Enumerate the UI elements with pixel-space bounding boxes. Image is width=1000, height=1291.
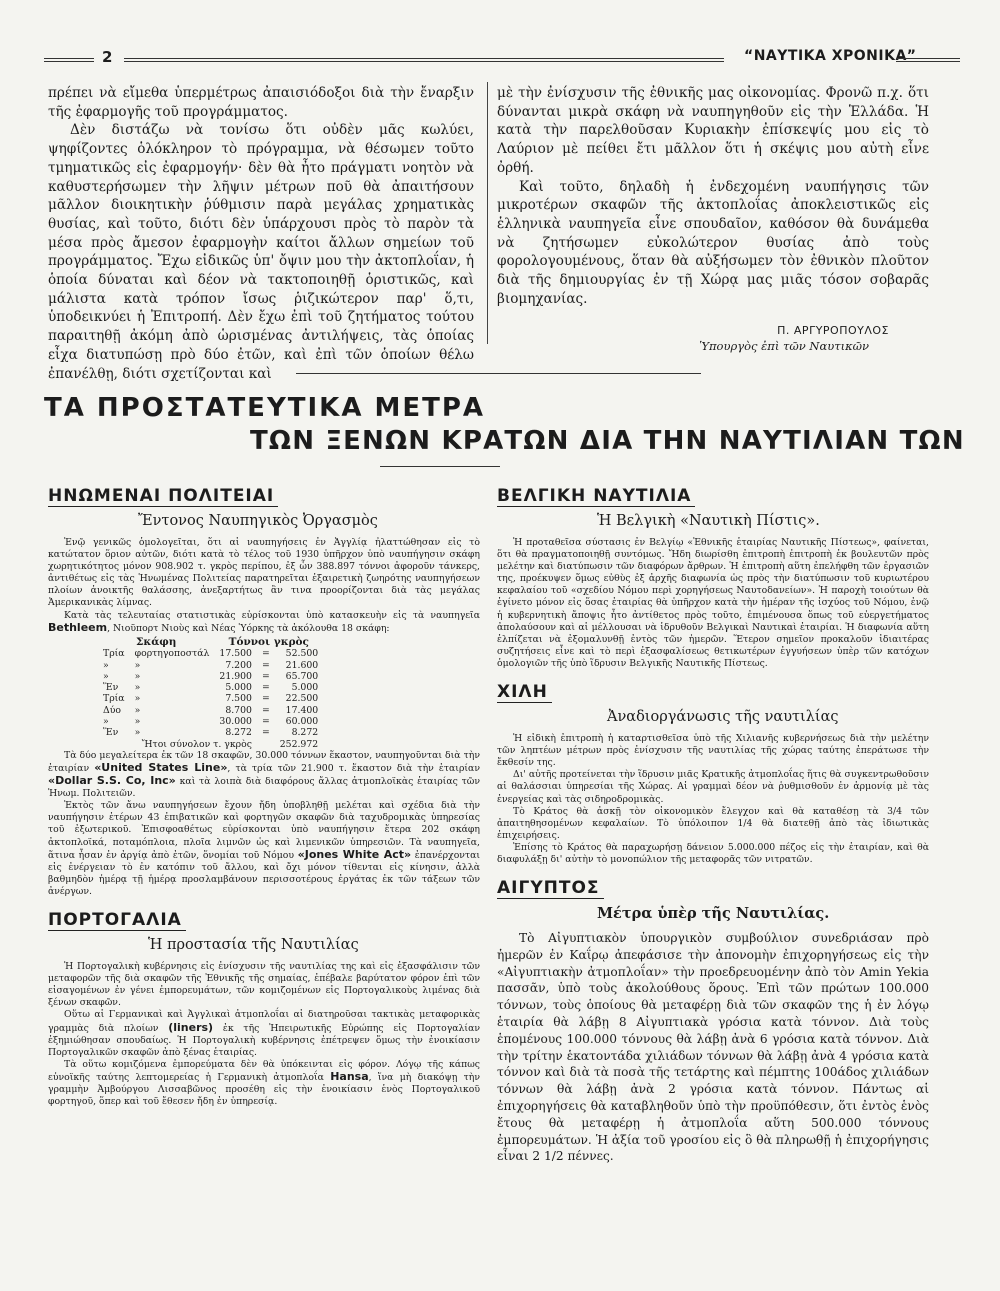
tons-per-ship: 7.500 <box>225 693 252 705</box>
signature-title: Ὑπουργὸς ἐπὶ τῶν Ναυτικῶν <box>699 339 869 354</box>
act-name: «Jones White Act» <box>297 847 412 861</box>
ship-count: » <box>103 716 109 728</box>
table-header-row <box>98 636 323 649</box>
intro-paragraph: Δὲν διστάζω νὰ τονίσω ὅτι οὐδὲν μᾶς κωλύει, ψηφίζοντες ὁλόκληρον τὸ πρόγραμμα, νὰ θέσωμεν τοῦτο τμηματικῶς εἰς ἐφαρμογήν· δὲν θὰ ἦτο πράγματι νοητὸν νὰ καθυστερήσωμεν τὴν λῆψιν μέτρων ποῦ θὰ ἀπαιτήσουν μᾶλλον διοικητικὴν ῥύθμισιν παρὰ μεγάλας χρηματικὰς θυσίας, καὶ τοῦτο, διότι δὲν ὑπάρχουσι πρὸς τὸ παρὸν τὰ μέσα πρὸς ἄμεσον ἐφαρμογὴν καίτοι ἄλλων σημείων τοῦ προγράμματος. Ἔχω εἰδικῶς ὑπ' ὄψιν μου τὴν ἀκτοπλοΐαν, ἡ ὁποία δύναται καὶ δέον νὰ τακτοποιηθῇ ὁριστικῶς, καὶ μάλιστα κατὰ τρόπον ἴσως ῥιζικώτερον παρ' ὅ,τι, ὑποδεικνύει ἡ Ἐπιτροπή. Δὲν ἔχω ἐπὶ τοῦ ζητήματος τούτου παραιτηθῇ ἀκόμη ἀπὸ ὡρισμένας ἀντιλήψεις, τὰς ὁποίας εἶχα διατυπώσῃ πρὸ δύο ἐτῶν, καὶ ἐπὶ τῶν ὁποίων θέλω ἐπανέλθῃ, διότι σχετίζονται καὶ <box>48 122 474 382</box>
ship-count: Τρία <box>103 693 125 705</box>
table-row <box>98 660 323 671</box>
left-column <box>48 486 480 1108</box>
tons-per-ship: 8.272 <box>225 727 252 739</box>
section-heading-egypt: ΑΙΓΥΠΤΟΣ <box>497 878 604 899</box>
section-heading-belgium: ΒΕΛΓΙΚΗ ΝΑΥΤΙΛΙΑ <box>497 486 695 507</box>
sum-label: Ἤτοι σύνολον τ. γκρὸς <box>141 738 252 750</box>
equals-sign: = <box>261 648 270 660</box>
usa-paragraph: Ἐνῷ γενικῶς ὁμολογεῖται, ὅτι αἱ ναυπηγήσεις ἐν Ἀγγλίᾳ ἠλαττώθησαν εἰς τὸ κατώτατον ὅριον αὐτῶν, διότι κατὰ τὸ τέλος τοῦ 1930 ὑπῆρχον ὑπὸ ναυπήγησιν σκάφη χωρητικότητος μόνον 908.902 τ. γκρὸς περίπου, ἐξ ὧν 388.897 τόννοι ἀφοροῦν τάνκερς, ἀντιθέτως εἰς τὰς Ἡνωμένας Πολιτείας παρατηρεῖται ἐξαιρετικὴ ζωηρότης ναυπηγήσεων πλοίων ἀνοικτῆς θαλάσσης, ἀνεξαρτήτως ἂν τινα προορίζονται διὰ τὰς μεγάλας Ἀμερικανικὰς λίμνας. <box>48 537 480 609</box>
column-header-tons: Τόννοι γκρὸς <box>228 635 309 648</box>
ship-count: Ἕν <box>103 682 119 694</box>
section-heading-portugal: ΠΟΡΤΟΓΑΛΙΑ <box>48 910 186 931</box>
tons-total: 5.000 <box>291 682 319 694</box>
ship-type: » <box>134 704 141 716</box>
main-title-line-1: ΤΑ ΠΡΟΣΤΑΤΕΥΤΙΚΑ ΜΕΤΡΑ <box>44 393 486 423</box>
table-row <box>98 648 323 659</box>
usa-text: Ἐκτὸς τῶν ἄνω ναυπηγήσεων ἔχουν ἤδη ὑποβληθῇ μελέται καὶ σχέδια διὰ τὴν ναυπήγησιν ἑτέρων 43 ἐπιβατικῶν καὶ φορτηγῶν σκαφῶν διὰ ταχυδρομικὰς ὑπηρεσίας τοῦ ἐξωτερικοῦ. Ἐπισφοαθέτως εὑρίσκονται ὑπὸ ναυπήγησιν ἕτερα 202 σκάφη ἀκτοπλοϊκά, ποταμόπλοια, πλοῖα λιμνῶν ὡς καὶ λιμενικῶν ὑπηρεσιῶν. Τὰ ναυπηγεῖα, ἅτινα ἦσαν ἐν ἀργίᾳ ἀπὸ ἐτῶν, ὅνομίαι τοῦ Νόμου <box>48 800 480 861</box>
section-subheading-egypt: Μέτρα ὑπὲρ τῆς Ναυτιλίας. <box>597 905 830 923</box>
section-subheading-chile: Ἀναδιοργάνωσις τῆς ναυτιλίας <box>607 709 839 726</box>
portugal-text: ἐκ τῆς Ἠπειρωτικῆς Εὐρώπης εἰς Πορτογαλίαν ἐξημιώθησαν σπουδαίως. Ἡ Πορτογαλικὴ κυβέρνησις ἐπέτρεψεν ὅμως τὴν ἐνοικίασιν Πορτογαλικῶν σκαφῶν ἀπὸ ξένας ἑταιρίας. <box>48 1022 481 1058</box>
usa-shipyard-name: Bethleem <box>48 620 108 634</box>
equals-sign: = <box>261 659 270 671</box>
column-header-ships: Σκάφη <box>135 635 177 648</box>
usa-text: καὶ τὰ λοιπὰ διὰ διαφόρους ἄλλας ἀτμοπλοϊκὰς ἑταιρίας τῶν Ἡνωμ. Πολιτειῶν. <box>48 776 480 800</box>
chile-paragraph: Δι' αὐτῆς προτείνεται τὴν ἵδρυσιν μιᾶς Κρατικῆς ἀτμοπλοΐας ἥτις θὰ συγκεντρωθοῦσιν αἱ θαλάσσιαι ὑπηρεσίαι τῆς Χώρας. Αἱ γραμμαὶ δέον νὰ ῥυθμισθοῦν ἐν ἁρμονίᾳ μὲ τὰς ἐνεργείας καὶ τὰς σιδηροδρομικὰς. <box>497 769 929 805</box>
tons-total: 17.400 <box>285 704 319 716</box>
usa-paragraph <box>48 800 480 898</box>
usa-text: , Νιοῦπορτ Νιοὺς καὶ Νέας Ὑόρκης τὰ ἀκόλουθα 18 σκάφη: <box>107 622 390 634</box>
ship-type: » <box>134 727 141 739</box>
company-name: «United States Line» <box>94 761 228 775</box>
table-row <box>98 716 323 727</box>
ship-type: φορτηγοποστάλ <box>134 648 210 660</box>
section-subheading-portugal: Ἡ προστασία τῆς Ναυτιλίας <box>148 937 359 954</box>
tons-total: 52.500 <box>285 648 319 660</box>
section-subheading-usa: Ἔντονος Ναυπηγικὸς Ὀργασμὸς <box>138 513 378 529</box>
ship-type: » <box>134 659 141 671</box>
ships-table <box>98 636 323 750</box>
main-title-line-2: ΤΩΝ ΞΕΝΩΝ ΚΡΑΤΩΝ ΔΙΑ ΤΗΝ ΝΑΥΤΙΛΙΑΝ ΤΩΝ <box>250 426 965 456</box>
equals-sign: = <box>261 727 270 739</box>
ships-table-body <box>98 648 323 738</box>
equals-sign: = <box>261 670 270 682</box>
ship-count: Τρία <box>103 648 125 660</box>
ship-count: » <box>103 659 109 671</box>
sum-spacer <box>257 739 275 750</box>
divider-rule <box>296 373 701 374</box>
belgium-paragraph: Ἡ προταθεῖσα σύστασις ἐν Βελγίῳ «Ἐθνικῆς ἑταιρίας Ναυτικῆς Πίστεως», φαίνεται, ὅτι θὰ πραγματοποιηθῇ συντόμως. Ἤδη διωρίσθη ἐπιτροπὴ ἐπιτροπὴ ἐκ βουλευτῶν πρὸς μελέτην καὶ διατύπωσιν τῶν διαφόρων ἄρθρων. Ἡ ἐπιτροπὴ αὕτη ἐπελήφθη τῶν ἐργασιῶν της, προέκυψεν ὅμως εὐθὺς ἐξ ἀρχῆς διαφωνία ὡς πρὸς τὴν διατύπωσιν τοῦ κυριωτέρου κεφαλαίου τοῦ «σχεδίου Νόμου περὶ χορηγήσεως Ναυτοδανείων». Ἡ παροχὴ τοιούτων θὰ ἐγίνετο μόνον εἰς ὅσας ἑταιρίας θὰ ὑπῆρχον κατὰ τὴν ἡμέραν τῆς ἰσχύος τοῦ Νόμου, ἐνῷ ἡ κυβερνητικὴ ἄποψις ἦτο ἀντίθετος πρὸς τοῦτο, ἐπιμένουσα ὅπως τοῦ εὐεργετήματος ἀπολαύσουν καὶ αἱ μέλλουσαι νὰ ἱδρυθοῦν Βελγικαὶ Ναυτικαὶ ἑταιρίαι. Ἡ διαφωνία αὕτη ἐλπίζεται νὰ ἐξομαλυνθῇ ἐντὸς τῶν ἡμερῶν. Ἕτερον σημεῖον προκαλοῦν ἰδιαιτέρας συζητήσεις εἶνε καὶ τὸ περὶ ἐξασφαλίσεως θετικωτέρων ἐγγυήσεων ὑπὲρ τῶν κατόχων ὁμολογιῶν τῆς ὑπὸ ἵδρυσιν Βελγικῆς Ναυτικῆς Πίστεως. <box>497 537 929 669</box>
tons-per-ship: 7.200 <box>225 659 252 671</box>
portugal-paragraph: Ἡ Πορτογαλικὴ κυβέρνησις εἰς ἐνίσχυσιν τῆς ναυτιλίας της καὶ εἰς ἐξασφάλισιν τῶν μεταφορῶν τῆς διὰ σκαφῶν τῆς Ἐθνικῆς τῆς σημαίας, ἐπέβαλε βαρύτατον φόρον ἐπὶ τῶν εἰσαγομένων ἐν γένει ἐμπορευμάτων, τῶν κομιζομένων εἰς Πορτογαλικοὺς λιμένας διὰ ξένων σκαφῶν. <box>48 961 480 1009</box>
liners-term: (liners) <box>168 1020 214 1034</box>
equals-sign: = <box>261 693 270 705</box>
table-row <box>98 705 323 716</box>
section-spacer <box>497 866 929 878</box>
usa-text: Κατὰ τὰς τελευταίας στατιστικὰς εὑρίσκονται ὑπὸ κατασκευὴν εἰς τὰ ναυπηγεῖα <box>64 609 480 621</box>
sum-value: 252.972 <box>279 738 319 750</box>
usa-text: Τὰ δύο μεγαλείτερα ἐκ τῶν 18 σκαφῶν, 30.000 τόννων ἕκαστον, ναυπηγοῦνται διὰ τὴν ἑταιρίαν <box>48 749 480 775</box>
usa-paragraph <box>48 750 480 800</box>
chile-paragraph: Τὸ Κράτος θὰ ἀσκῇ τὸν οἰκονομικὸν ἔλεγχον καὶ θὰ καταθέσῃ τὰ 3/4 τῶν ἀπαιτηθησομένων κεφαλαίων. Τὸ ὑπόλοιπον 1/4 θὰ διατεθῇ ἀπὸ τὰς ἰδιωτικὰς ἐπιχειρήσεις. <box>497 805 929 841</box>
signature-name: Π. ΑΡΓΥΡΟΠΟΥΛΟΣ <box>777 324 889 338</box>
tons-total: 21.600 <box>285 659 319 671</box>
company-name: «Dollar S.S. Co, Inc» <box>48 774 176 788</box>
table-sum-row <box>98 739 323 750</box>
usa-text: , τὰ τρία τῶν 21.900 τ. ἕκαστον διὰ τὴν ἑταιρίαν <box>227 763 480 775</box>
ship-type: » <box>134 670 141 682</box>
header-rule-right <box>896 58 960 62</box>
right-column <box>497 486 929 1165</box>
intro-paragraph: πρέπει νὰ εἴμεθα ὑπερμέτρως ἀπαισιόδοξοι διὰ τὴν ἔναρξιν τῆς ἐφαρμογῆς τοῦ προγράμματος. <box>48 85 474 120</box>
table-row <box>98 682 323 693</box>
table-row <box>98 693 323 704</box>
intro-right-column <box>497 84 929 353</box>
tons-total: 65.700 <box>285 670 319 682</box>
intro-paragraph: Καὶ τοῦτο, δηλαδὴ ἡ ἐνδεχομένη ναυπήγησις τῶν μικροτέρων σκαφῶν τῆς ἀκτοπλοΐας ἀποκλειστικῶς εἰς ἑλληνικὰ ναυπηγεῖα εἶνε σπουδαῖον, καθόσον θὰ δυνάμεθα νὰ ζητήσωμεν εὐκολώτερον θυσίας ἀπὸ τοὺς φορολογουμένους, ὅταν θὰ αὐξήσωμεν τὸν ἐθνικὸν πλοῦτον διὰ τῆς δημιουργίας ἐν τῇ Χώρᾳ μας μιᾶς τόσον σοβαρᾶς βιομηχανίας. <box>497 178 929 307</box>
tons-per-ship: 17.500 <box>219 648 252 660</box>
table-row <box>98 671 323 682</box>
header-rule-center <box>124 58 724 62</box>
ship-count: » <box>103 670 109 682</box>
section-spacer <box>497 670 929 682</box>
portugal-text: Τὰ οὕτω κομιζόμενα ἐμπορεύματα δὲν θὰ ὑπόκεινται εἰς φόρον. Λόγῳ τῆς κάπως εὐνοϊκῆς ταύτης λεπτομερείας ἡ Γερμανικὴ ἀτμοπλοΐα <box>48 1058 480 1083</box>
equals-sign: = <box>261 716 270 728</box>
intro-left-column <box>48 84 474 383</box>
company-name: Hansa <box>330 1069 369 1083</box>
tons-per-ship: 30.000 <box>219 716 252 728</box>
title-rule <box>380 466 500 467</box>
ship-count: Ἕν <box>103 727 119 739</box>
page-number: 2 <box>102 48 113 66</box>
usa-paragraph <box>48 610 480 635</box>
tons-per-ship: 5.000 <box>225 682 252 694</box>
section-subheading-belgium: Ἡ Βελγικὴ «Ναυτικὴ Πίστις». <box>597 513 820 529</box>
ship-type: » <box>134 682 141 694</box>
portugal-text: , ἵνα μὴ διακόψῃ τὴν γραμμὴν Ἀμβούργου Λισσαβῶνος προσέθη εἰς τὴν ἐνοικίασιν ἑνὸς Πορτογαλικοῦ φορτηγοῦ, ὅπερ καὶ τοῦ ἔθεσεν ἤδη ἐν ὑπηρεσίᾳ. <box>48 1071 480 1108</box>
tons-total: 60.000 <box>285 716 319 728</box>
section-heading-usa: ΗΝΩΜΕΝΑΙ ΠΟΛΙΤΕΙΑΙ <box>48 486 278 507</box>
page-header <box>44 48 960 70</box>
usa-text: ἐπανέρχονται εἰς ἐνέργειαν τὸ ἐν κατόπιν τοῦ ἄλλου, καὶ ὄχι μόνον τίθενται εἰς κίνησιν, ἀλλὰ βαθμηδὸν ἡμέρᾳ τῇ ἡμέρᾳ προσλαμβάνουν περισσοτέρους ἐργάτας ἐκ τῶν τάξεων τῶν ἀνέργων. <box>48 849 481 897</box>
section-heading-chile: ΧΙΛΗ <box>497 682 552 703</box>
table-row <box>98 727 323 738</box>
portugal-paragraph <box>48 1059 480 1108</box>
section-spacer <box>48 898 480 910</box>
intro-paragraph: μὲ τὴν ἐνίσχυσιν τῆς ἐθνικῆς μας οἰκονομίας. Φρονῶ π.χ. ὅτι δύνανται μικρὰ σκάφη νὰ ναυπηγηθοῦν εἰς τὴν Ἑλλάδα. Ἡ κατὰ τὴν παρελθοῦσαν Κυριακὴν ἐπίσκεψίς μου εἰς τὸ Λαύριον μὲ πείθει ἔτι μᾶλλον ὅτι ἡ σκέψις μου αὐτὴ εἶνε ὀρθή. <box>497 85 929 176</box>
ship-type: » <box>134 693 141 705</box>
tons-per-ship: 21.900 <box>219 670 252 682</box>
portugal-paragraph <box>48 1009 480 1058</box>
ship-count: Δύο <box>103 704 121 716</box>
egypt-paragraph: Τὸ Αἰγυπτιακὸν ὑπουργικὸν συμβούλιον συνεδριάσαν πρὸ ἡμερῶν ἐν Καΐρῳ ἀπεφάσισε τὴν ἀπονομὴν ἐπιχορηγήσεως εἰς τὴν «Αἰγυπτιακὴν ἀτμοπλοΐαν» τὴν προεδρευομένην ἀπὸ τὸν Amin Yekia πασσᾶν, ὑπὸ τοὺς ἀκολούθους ὅρους. Ἐπὶ τῶν πρώτων 100.000 τόννων, τοὺς ὁποίους θὰ μεταφέρῃ διὰ τῶν σκαφῶν της ἡ ἐν λόγῳ ἑταιρία θὰ λάβῃ 8 Αἰγυπτιακὰ γρόσια κατὰ τόννον. Διὰ τοὺς ἑπομένους 100.000 τόννους θὰ λάβῃ ἀνὰ 6 γρόσια κατὰ τόννον. Διὰ τὴν τρίτην ἑκατοντάδα χιλιάδων τόννων θὰ λάβῃ ἀνὰ 4 γρόσια κατὰ τόννον καὶ διὰ τὰ ποσὰ τῆς τετάρτης καὶ πέμπτης 100άδος χιλιάδων τόννων θὰ λάβῃ ἀνὰ 2 γρόσια κατὰ τόννον. Πάντως αἱ ἐπιχορηγήσεις θὰ καταβληθοῦν ὑπὸ τὴν προϋπόθεσιν, ὅτι ἐντὸς ἑνὸς ἔτους θὰ μεταφέρῃ ἡ ἀτμοπλοΐα αὕτη 500.000 τόννους ἐμπορευμάτων. Ἡ ἀξία τοῦ γροσίου εἰς ὃ θὰ πληρωθῇ ἡ ἐπιχορήγησις εἶναι 2 1/2 πέννες. <box>497 931 929 1164</box>
chile-paragraph: Ἡ εἰδικὴ ἐπιτροπὴ ἡ καταρτισθεῖσα ὑπὸ τῆς Χιλιανῆς κυβερνήσεως διὰ τὴν μελέτην τῶν ληπτέων μέτρων πρὸς ἐνίσχυσιν τῆς ναυτιλίας τῆς χώρας ταύτης ἐπεράτωσε τὴν ἔκθεσίν της. <box>497 733 929 769</box>
ship-type: » <box>134 716 141 728</box>
portugal-text: Οὕτω αἱ Γερμανικαὶ καὶ Ἀγγλικαὶ ἀτμοπλοΐαι αἱ διατηροῦσαι τακτικὰς μεταφορικὰς γραμμὰς διὰ πλοίων <box>48 1009 480 1034</box>
equals-sign: = <box>261 682 270 694</box>
tons-per-ship: 8.700 <box>225 704 252 716</box>
header-rule-left <box>44 58 94 62</box>
tons-total: 22.500 <box>285 693 319 705</box>
publication-title: “ΝΑΥΤΙΚΑ ΧΡΟΝΙΚΑ” <box>744 48 917 64</box>
tons-total: 8.272 <box>291 727 319 739</box>
equals-sign: = <box>261 704 270 716</box>
chile-paragraph: Ἐπίσης τὸ Κράτος θὰ παραχωρήσῃ δάνειον 5.000.000 πέζος εἰς τὴν ἑταιρίαν, καὶ θὰ διαφυλάξῃ δι' αὐτὴν τὸ μονοπώλιον τῆς μεταφορᾶς τῶν νιτρατῶν. <box>497 841 929 865</box>
column-divider <box>487 82 488 344</box>
